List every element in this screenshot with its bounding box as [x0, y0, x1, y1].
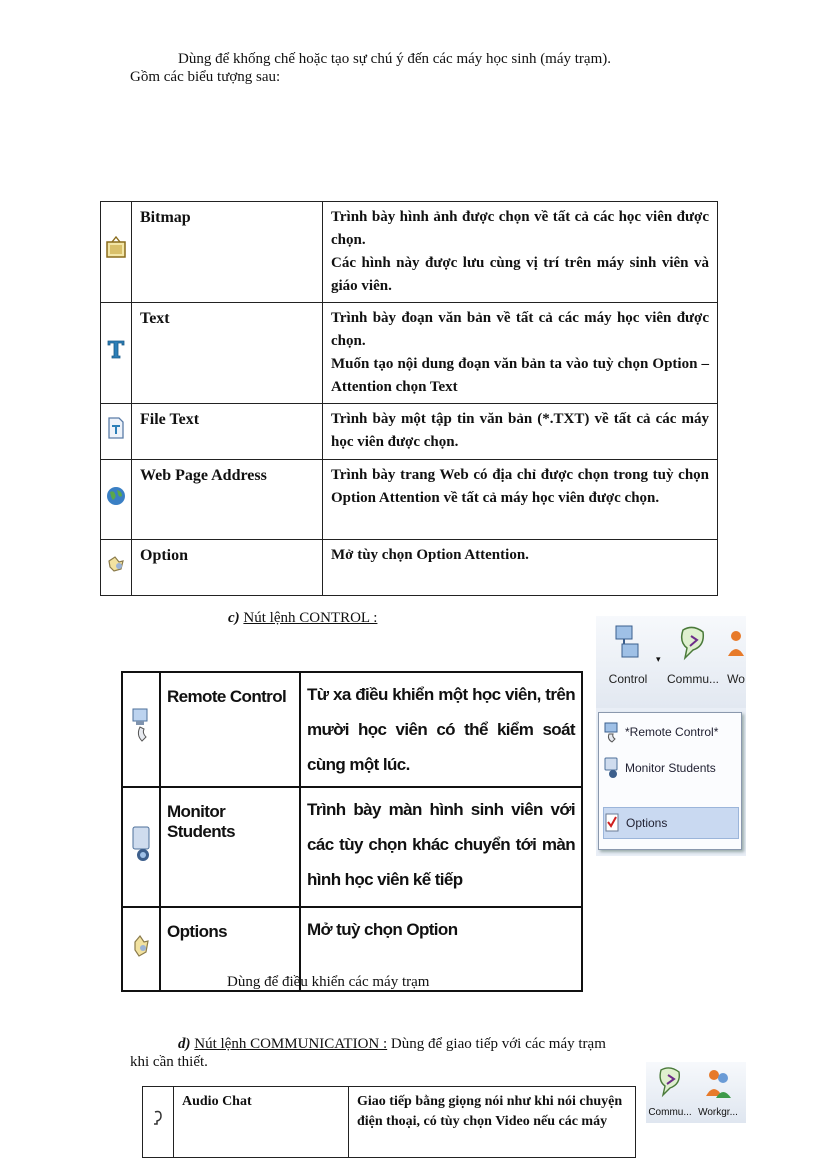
intro-paragraph	[130, 50, 716, 86]
communication-heading-title: Nút lệnh COMMUNICATION :	[194, 1036, 388, 1052]
communication-toolbar-button[interactable]: Commu...	[648, 1064, 692, 1118]
attention-table	[100, 201, 718, 596]
dropdown-menu	[598, 712, 742, 850]
control-toolbar-button[interactable]	[600, 622, 656, 686]
remote-control-icon	[603, 721, 619, 743]
icon-cell	[101, 404, 132, 460]
item-name: Monitor Students	[160, 787, 300, 907]
icon-cell	[143, 1087, 174, 1158]
item-description: Trình bày đoạn văn bản về tất cả các máy học viên được chọn. Muốn tạo nội dung đoạn văn bản ta vào tuỳ chọn Option –Attention chọn Text	[323, 303, 718, 404]
icon-cell	[101, 303, 132, 404]
control-table	[121, 671, 583, 992]
chevron-down-icon[interactable]: ▾	[656, 654, 661, 664]
table-row	[101, 404, 718, 460]
intro-line-1: Dùng để khống chế hoặc tạo sự chú ý đến các máy học sinh (máy trạm).	[178, 51, 611, 67]
item-name: Web Page Address	[132, 460, 323, 540]
icon-cell	[101, 540, 132, 596]
communication-toolbar-screenshot	[646, 1062, 746, 1123]
table-row	[143, 1087, 636, 1158]
item-name: Remote Control	[160, 672, 300, 787]
item-name: Text	[132, 303, 323, 404]
communication-paragraph: d) Nút lệnh COMMUNICATION : Dùng để giao tiếp với các máy trạm khi cần thiết.	[130, 1035, 716, 1071]
remote-control-icon	[130, 707, 152, 747]
menu-item-options[interactable]: Options	[603, 807, 739, 839]
option-icon	[105, 553, 127, 575]
communication-toolbar-button[interactable]	[664, 622, 722, 686]
communication-icon	[655, 1064, 685, 1104]
workgroup-toolbar-button[interactable]	[726, 622, 746, 686]
item-description: Giao tiếp bằng giọng nói như khi nói chuyện điện thoại, có tùy chọn Video nếu các máy	[349, 1087, 636, 1158]
toolbar-label: Wo	[727, 672, 745, 686]
table-row	[101, 202, 718, 303]
icon-cell	[101, 202, 132, 303]
checklist-icon	[604, 812, 620, 834]
item-description: Trình bày hình ảnh được chọn về tất cả các học viên được chọn. Các hình này được lưu cùng vị trí trên máy sinh viên và giáo viên.	[323, 202, 718, 303]
file-text-icon	[105, 416, 127, 440]
monitor-students-icon	[129, 823, 153, 867]
control-heading: c) Nút lệnh CONTROL :	[228, 610, 378, 626]
toolbar-label: Control	[608, 672, 648, 686]
item-description: Trình bày màn hình sinh viên với các tùy chọn khác chuyển tới màn hình học viên kế tiếp	[300, 787, 582, 907]
table-row	[122, 672, 582, 787]
globe-icon	[105, 485, 127, 507]
item-description: Trình bày trang Web có địa chỉ được chọn trong tuỳ chọn Option Attention về tất cả máy học viên được chọn.	[323, 460, 718, 540]
table-row	[122, 787, 582, 907]
communication-icon	[675, 622, 711, 672]
icon-cell	[122, 672, 160, 787]
intro-line-2: Gồm các biểu tượng sau:	[130, 69, 281, 85]
item-name: File Text	[132, 404, 323, 460]
icon-cell	[101, 460, 132, 540]
table-row	[101, 303, 718, 404]
item-description: Mở tuỳ chọn Option	[300, 907, 582, 991]
item-name: Audio Chat	[174, 1087, 349, 1158]
control-heading-title: Nút lệnh CONTROL :	[243, 610, 378, 626]
item-description: Trình bày một tập tin văn bản (*.TXT) về tất cả các máy học viên được chọn.	[323, 404, 718, 460]
bitmap-icon	[105, 236, 127, 260]
toolbar	[596, 616, 746, 708]
options-icon	[130, 930, 152, 964]
communication-line-2: khi cần thiết.	[130, 1054, 208, 1070]
table-row	[101, 460, 718, 540]
menu-item-remote-control[interactable]: *Remote Control*	[603, 717, 737, 747]
workgroup-icon	[703, 1064, 733, 1104]
icon-cell	[122, 787, 160, 907]
toolbar-label: Commu...	[666, 672, 719, 686]
workgroup-icon	[726, 622, 746, 672]
audio-chat-icon	[149, 1108, 167, 1130]
item-name: Option	[132, 540, 323, 596]
item-description: Mở tùy chọn Option Attention.	[323, 540, 718, 596]
item-name: Options	[160, 907, 300, 991]
item-description: Từ xa điều khiển một học viên, trên mười học viên có thể kiểm soát cùng một lúc.	[300, 672, 582, 787]
control-icon	[610, 622, 646, 672]
menu-item-monitor-students[interactable]: Monitor Students	[603, 753, 737, 783]
control-menu-screenshot	[596, 616, 746, 856]
text-icon	[105, 337, 127, 361]
table-row	[101, 540, 718, 596]
communication-table	[142, 1086, 636, 1158]
item-name: Bitmap	[132, 202, 323, 303]
control-caption: Dùng để điều khiển các máy trạm	[227, 974, 430, 990]
icon-cell	[122, 907, 160, 991]
monitor-students-icon	[603, 756, 619, 780]
workgroup-toolbar-button[interactable]: Workgr...	[696, 1064, 740, 1118]
